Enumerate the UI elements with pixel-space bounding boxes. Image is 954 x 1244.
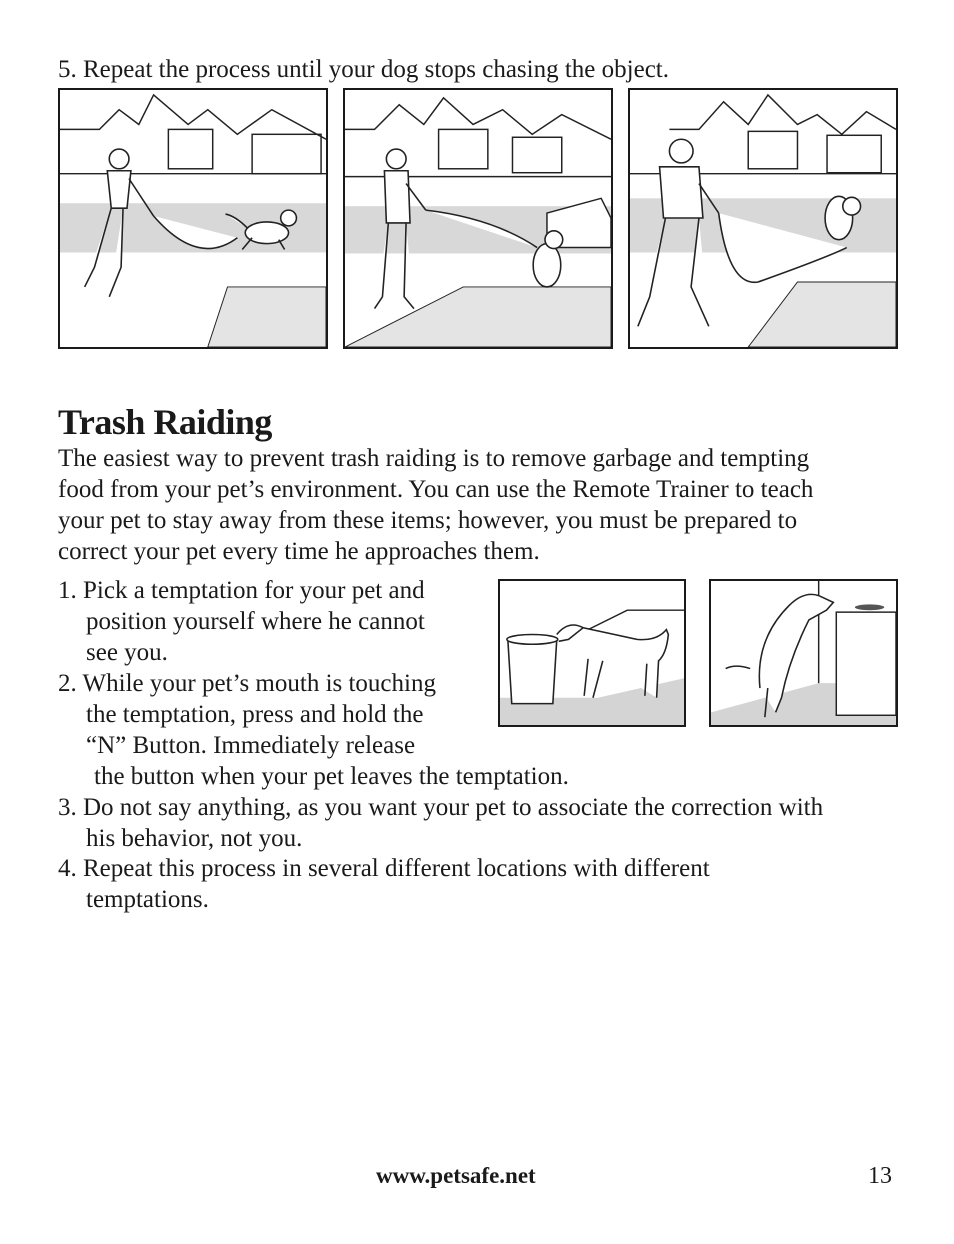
step-2-line: the temptation, press and hold the xyxy=(86,701,424,728)
paragraph-line: food from your pet’s environment. You can use the Remote Trainer to teach xyxy=(58,476,814,503)
step-2-line: “N” Button. Immediately release xyxy=(86,732,416,759)
step-1-line: position yourself where he cannot xyxy=(86,608,425,635)
step-2-line: 2. While your pet’s mouth is touching xyxy=(58,670,436,697)
page-number: 13 xyxy=(868,1163,892,1189)
step-4-line: temptations. xyxy=(86,886,209,913)
illustration-counter-dog xyxy=(709,579,898,727)
step-4-line: 4. Repeat this process in several different locations with different xyxy=(58,855,710,882)
step-5-text: 5. Repeat the process until your dog stops chasing the object. xyxy=(58,56,669,83)
footer-url[interactable]: www.petsafe.net xyxy=(376,1163,536,1188)
step-2-line: the button when your pet leaves the temptation. xyxy=(94,763,569,790)
paragraph-line: correct your pet every time he approaches them. xyxy=(58,538,540,565)
illustration-chase-panel-1 xyxy=(58,88,328,349)
step-3-line: his behavior, not you. xyxy=(86,825,303,852)
section-title: Trash Raiding xyxy=(58,402,272,442)
step-1-line: see you. xyxy=(86,639,168,666)
illustration-chase-panel-3 xyxy=(628,88,898,349)
illustration-chase-panel-2 xyxy=(343,88,613,349)
illustration-trash-can-dog xyxy=(498,579,686,727)
step-1-line: 1. Pick a temptation for your pet and xyxy=(58,577,425,604)
section-paragraph xyxy=(58,443,813,567)
step-3-line: 3. Do not say anything, as you want your pet to associate the correction with xyxy=(58,794,824,821)
paragraph-line: your pet to stay away from these items; however, you must be prepared to xyxy=(58,507,798,534)
paragraph-line: The easiest way to prevent trash raiding is to remove garbage and tempting xyxy=(58,445,810,472)
